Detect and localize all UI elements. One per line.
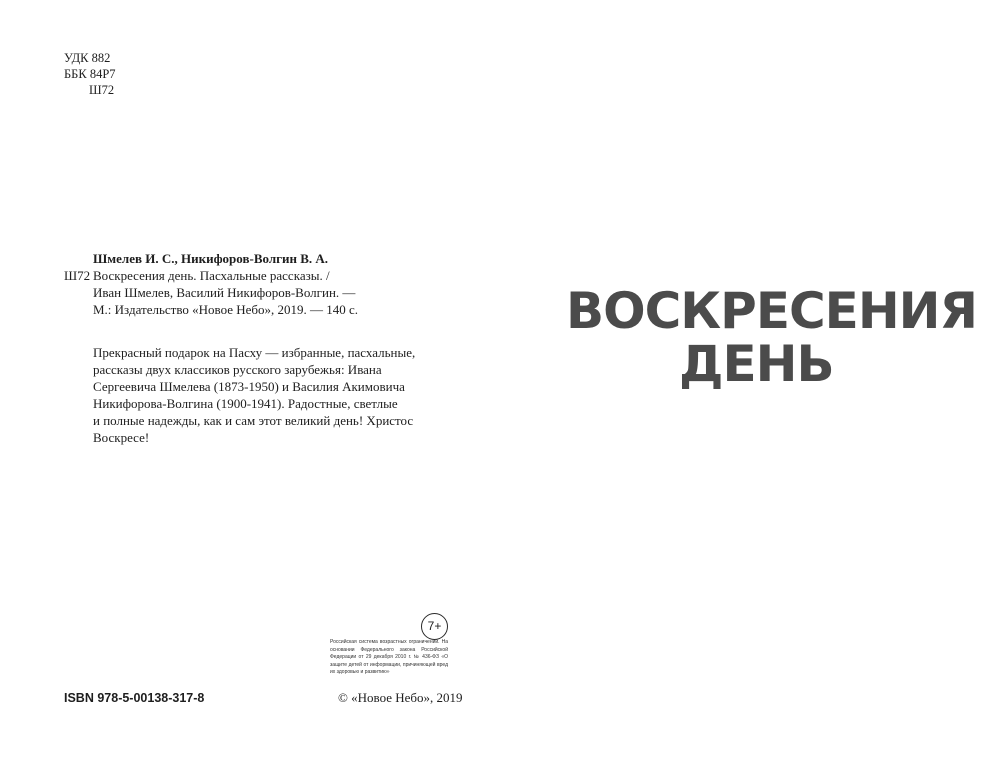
age-rating-note: Российская система возрастных ограничений. На основании Федерального закона Российской Федерации от 29 декабря 2010 г. № 436-ФЗ «О защите детей от информации, причиняющей вред их здоровью и развитию»: [330, 639, 448, 675]
bibliography-line-3: М.: Издательство «Новое Небо», 2019. — 140 с.: [93, 302, 359, 317]
udk-code: УДК 882: [64, 51, 111, 65]
age-rating-badge: 7+: [421, 613, 448, 640]
bibliography-line-2: Иван Шмелев, Василий Никифоров-Волгин. —: [93, 285, 356, 300]
annotation-line: и полные надежды, как и сам этот великий день! Христос: [93, 413, 414, 428]
bibliography-author: [93, 250, 328, 267]
bibliography-code: Ш72: [64, 268, 91, 283]
book-title-line-1: ВОСКРЕСЕНИЯ: [566, 282, 978, 340]
annotation-line: Сергеевича Шмелева (1873-1950) и Василия Акимовича: [93, 379, 405, 394]
isbn: ISBN 978-5-00138-317-8: [64, 691, 205, 705]
bibliography-line-1: Воскресения день. Пасхальные рассказы. /: [93, 268, 330, 283]
annotation-line: рассказы двух классиков русского зарубежья: Ивана: [93, 362, 382, 377]
book-title-line-2: ДЕНЬ: [679, 335, 834, 393]
annotation-line: Никифорова-Волгина (1900-1941). Радостные, светлые: [93, 396, 398, 411]
annotation-line: Воскресе!: [93, 430, 150, 445]
bibliography-author-names: Шмелев И. С., Никифоров-Волгин В. А.: [93, 251, 329, 266]
annotation-line: Прекрасный подарок на Пасху — избранные, пасхальные,: [93, 345, 416, 360]
annotation: [93, 344, 415, 446]
bbk-code: ББК 84Р7: [64, 67, 116, 81]
copyright: © «Новое Небо», 2019: [338, 690, 463, 705]
author-mark: Ш72: [89, 83, 115, 97]
